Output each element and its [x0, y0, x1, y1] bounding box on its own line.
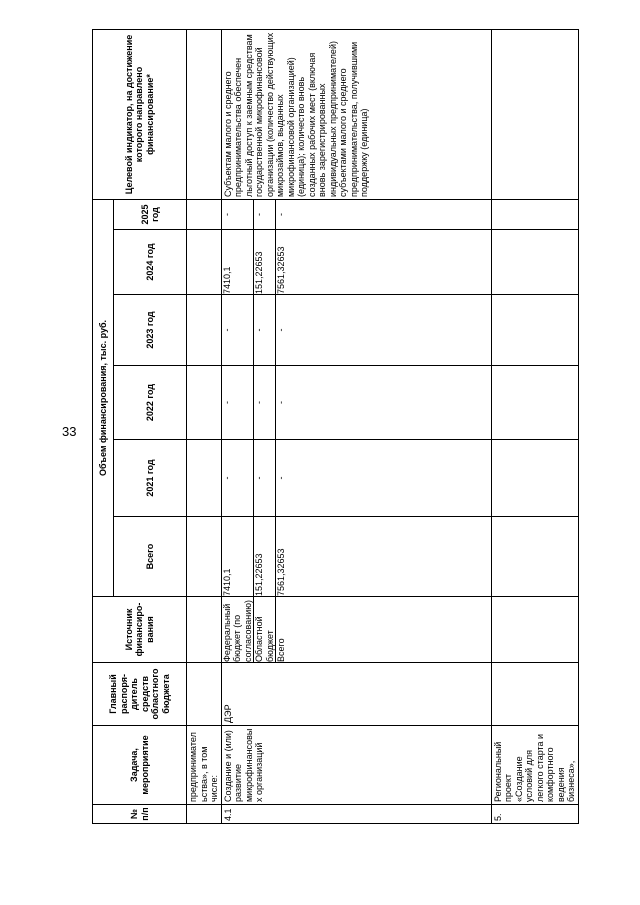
- row-41-2021: [221, 440, 491, 517]
- y2022-regional: -: [253, 366, 275, 439]
- row-41-num: 4.1: [221, 805, 491, 824]
- y2023-regional: -: [253, 295, 275, 365]
- table-row-5: [491, 30, 578, 824]
- y2024-regional: 151,22653: [253, 230, 275, 294]
- y2023-total: -: [275, 295, 286, 365]
- col-num-header: № п/п: [93, 805, 187, 824]
- financing-table: [92, 29, 579, 824]
- col-volume-header: Объем финансирования, тыс. руб.: [93, 200, 114, 597]
- row-41-2025: [221, 200, 491, 230]
- y2022-federal: -: [221, 401, 232, 404]
- col-2023-header: 2023 год: [114, 295, 187, 366]
- row-41-indicator: Субъектам малого и среднего предпринимательства обеспечен льготный доступ к заемным средствам государственной микрофинансовой организации (количество действующих микрозаймов, выданных микрофинансовой организацией) (единица); количество вновь созданных рабочих мест (включая вновь зарегистрированных индивидуальных предпринимателей) субъектами малого и среднего предпринимательства, получившими поддержку (единица): [221, 30, 491, 200]
- col-2025-header: 2025 год: [114, 200, 187, 230]
- y2025-federal: -: [221, 213, 232, 216]
- y2021-total: -: [275, 440, 286, 516]
- row-41-2022: [221, 366, 491, 440]
- source-total: Всего: [276, 597, 287, 662]
- y2024-total: 7561,32653: [275, 230, 286, 294]
- total-all: 7561,32653: [275, 517, 286, 596]
- col-task-header: Задача, мероприятие: [93, 726, 187, 805]
- col-2022-header: 2022 год: [114, 366, 187, 440]
- total-federal: 7410,1: [221, 568, 232, 596]
- col-2021-header: 2021 год: [114, 440, 187, 517]
- row-5-num: 5.: [491, 805, 578, 824]
- source-federal: Федеральный бюджет (по согласованию): [221, 600, 253, 662]
- rotated-table-wrapper: [92, 30, 576, 824]
- col-indicator-header: Целевой индикатор, на достижение которого направлено финансирование*: [93, 30, 187, 200]
- page-number: 33: [62, 424, 77, 439]
- table-row-4-1: [221, 30, 491, 824]
- row-41-2023: [221, 295, 491, 366]
- total-regional: 151,22653: [253, 517, 275, 596]
- source-regional: Областной бюджет: [254, 597, 276, 662]
- col-source-header: Источник финансиро-вания: [93, 597, 187, 663]
- row-41-totals: [221, 517, 491, 597]
- row-5-task: Региональный проект «Создание условий для легкого старта и комфортного ведения бизнеса»,: [491, 726, 578, 805]
- y2022-total: -: [275, 366, 286, 439]
- y2025-total: -: [275, 200, 286, 229]
- col-2024-header: 2024 год: [114, 230, 187, 295]
- y2021-regional: -: [253, 440, 275, 516]
- row-41-2024: [221, 230, 491, 295]
- y2024-federal: 7410,1: [221, 266, 232, 294]
- row-41-task: Создание и (или) развитие микрофинансовых организаций: [221, 726, 491, 805]
- col-total-header: Всего: [114, 517, 187, 597]
- continuation-task: предпринимательства», в том числе:: [187, 726, 222, 805]
- row-41-sources: [221, 597, 491, 663]
- table-row-continuation: [187, 30, 222, 824]
- row-41-admin: ДЭР: [221, 663, 491, 726]
- y2025-regional: -: [253, 200, 275, 229]
- y2023-federal: -: [221, 328, 232, 332]
- col-admin-header: Главный распоря-дитель средств областного бюджета: [93, 663, 187, 726]
- y2021-federal: -: [221, 476, 232, 480]
